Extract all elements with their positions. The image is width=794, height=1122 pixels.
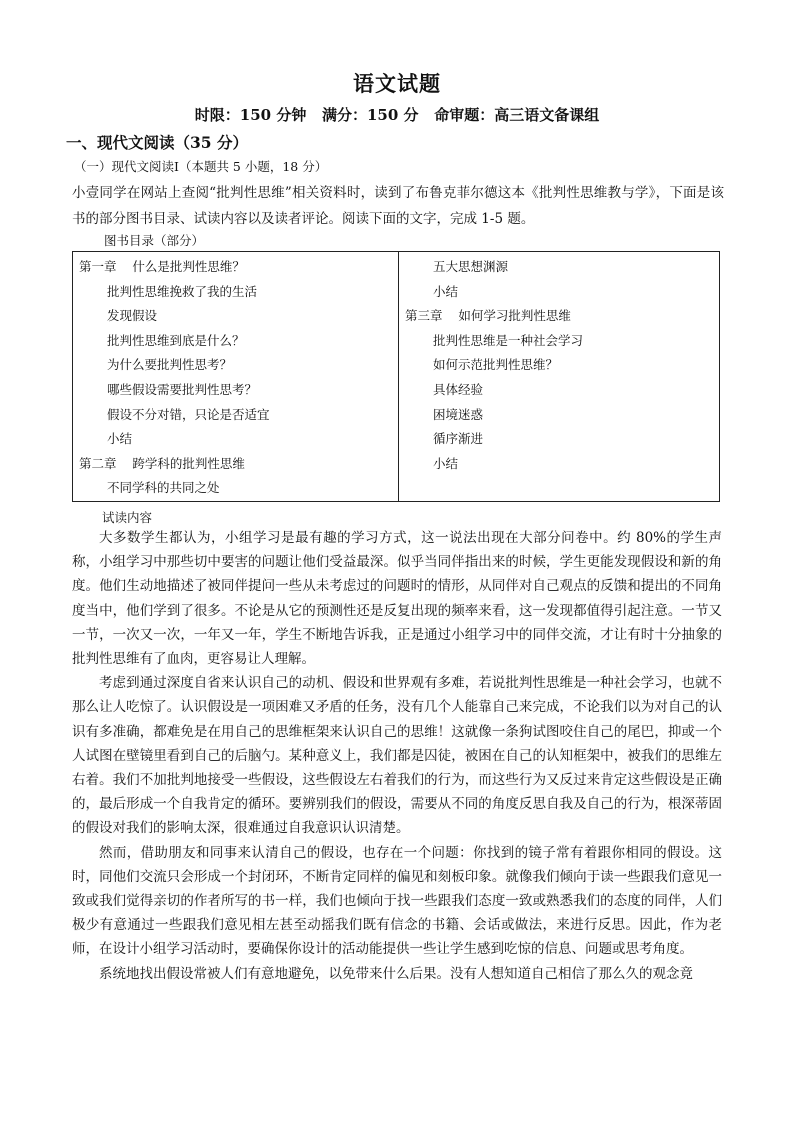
- toc-section-item: 小结: [107, 431, 133, 447]
- toc-section-item: 五大思想渊源: [433, 259, 509, 274]
- toc-section-item: 小结: [433, 283, 459, 299]
- toc-section-item: 假设不分对错，只论是否适宜: [107, 406, 270, 422]
- toc-left-column: [79, 258, 270, 504]
- trial-label: 试读内容: [102, 510, 153, 525]
- toc-section-item: 循序渐进: [433, 431, 484, 447]
- toc-section-item: 如何示范批判性思维？: [433, 357, 559, 373]
- toc-table: [72, 251, 720, 502]
- toc-section-item: 为什么要批判性思考？: [107, 357, 233, 373]
- toc-section-item: 批判性思维挽救了我的生活: [107, 283, 258, 299]
- toc-section-item: 具体经验: [433, 381, 484, 397]
- body-paragraph: 系统地找出假设常被人们有意地避免，以免带来什么后果。没有人想知道自己相信了那么久的观念竟: [99, 965, 693, 982]
- body-paragraph: 大多数学生都认为，小组学习是最有趣的学习方式，这一说法出现在大部分问卷中。约 80%的学生声称，小组学习中那些切中要害的问题让他们受益最深。似乎当同伴指出来的时候，学生更能发现假设和新的角度。他们生动地描述了被同伴提问一些从未考虑过的问题时的情形，从同伴对自己观点的反馈和提出的不同角度当中，他们学到了很多。不论是从它的预测性还是反复出现的频率来看，这一发现都值得引起注意。一节又一节，一次又一次，一年又一年，学生不断地告诉我，正是通过小组学习中的同伴交流，才让有时十分抽象的批判性思维有了血肉，更容易让人理解。: [72, 530, 722, 668]
- body-paragraph: 然而，借助朋友和同事来认清自己的假设，也存在一个问题：你找到的镜子常有着跟你相同的假设。这时，同他们交流只会形成一个封闭环，不断肯定同样的偏见和刻板印象。就像我们倾向于读一些跟我们意见一致或我们觉得亲切的作者所写的书一样，我们也倾向于找一些跟我们态度一致或熟悉我们的态度的同伴，人们极少有意通过一些跟我们意见相左甚至动摇我们既有信念的书籍、会话或做法，来进行反思。因此，作为老师，在设计小组学习活动时，要确保你设计的活动能提供一些让学生感到吃惊的信息、问题或思考角度。: [72, 844, 722, 958]
- toc-right-column: [405, 258, 583, 479]
- toc-section-item: 小结: [433, 455, 459, 471]
- toc-chapter-item: 第二章 跨学科的批判性思维: [79, 455, 245, 471]
- toc-caption: 图书目录（部分）: [104, 233, 205, 248]
- trial-body: [72, 526, 722, 986]
- toc-section-item: 发现假设: [107, 308, 158, 324]
- toc-section-item: 不同学科的共同之处: [107, 480, 220, 496]
- section-heading: 一、现代文阅读（35 分）: [66, 133, 248, 152]
- toc-divider: [398, 252, 399, 501]
- toc-chapter-item: 第三章 如何学习批判性思维: [405, 308, 571, 324]
- toc-section-item: 批判性思维是一种社会学习: [433, 332, 584, 348]
- subsection-heading: （一）现代文阅读Ⅰ（本题共 5 小题，18 分）: [74, 159, 328, 174]
- exam-meta: 时限：150 分钟 满分：150 分 命审题：高三语文备课组: [194, 106, 600, 124]
- toc-section-item: 哪些假设需要批判性思考？: [107, 381, 258, 397]
- page-title: 语文试题: [353, 71, 441, 96]
- body-paragraph: 考虑到通过深度自省来认识自己的动机、假设和世界观有多难，若说批判性思维是一种社会学习，也就不那么让人吃惊了。认识假设是一项困难又矛盾的任务，没有几个人能靠自己来完成，不论我们以为对自己的认识有多准确，都难免是在用自己的思维框架来认识自己的思维！这就像一条狗试图咬住自己的尾巴，抑或一个人试图在壁镜里看到自己的后脑勺。某种意义上，我们都是囚徒，被困在自己的认知框架中，被我们的思维左右着。我们不加批判地接受一些假设，这些假设左右着我们的行为，而这些行为又反过来肯定这些假设是正确的，最后形成一个自我肯定的循环。要辨别我们的假设，需要从不同的角度反思自我及自己的行为，根深蒂固的假设对我们的影响太深，很难通过自我意识认识清楚。: [72, 675, 722, 837]
- toc-section-item: 困境迷惑: [433, 406, 484, 422]
- toc-chapter-item: 第一章 什么是批判性思维？: [79, 259, 245, 274]
- intro-paragraph: 小壹同学在网站上查阅“批判性思维”相关资料时，读到了布鲁克菲尔德这本《批判性思维教与学》，下面是该书的部分图书目录、试读内容以及读者评论。阅读下面的文字，完成 1-5 题。: [72, 185, 724, 227]
- toc-section-item: 批判性思维到底是什么？: [107, 332, 245, 348]
